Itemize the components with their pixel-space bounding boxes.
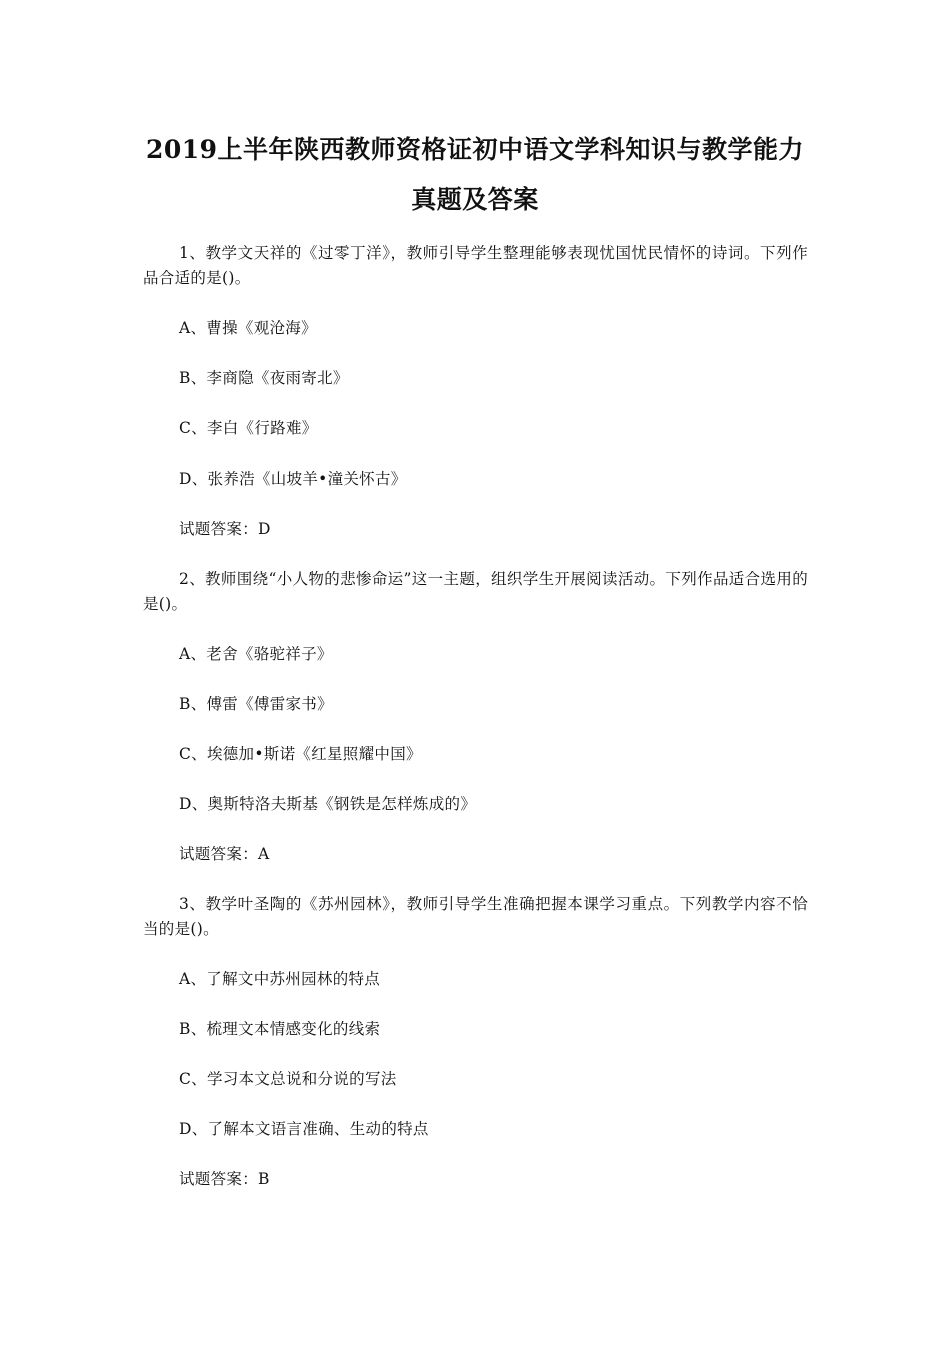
question-2-option-a: A、老舍《骆驼祥子》: [179, 645, 333, 663]
document-title-line-1: 2019上半年陕西教师资格证初中语文学科知识与教学能力: [145, 135, 805, 164]
question-2-answer: 试题答案：A: [179, 845, 270, 863]
question-3-answer: 试题答案：B: [179, 1170, 270, 1188]
question-3-option-c: C、学习本文总说和分说的写法: [179, 1070, 397, 1088]
question-1-option-b: B、李商隐《夜雨寄北》: [179, 369, 349, 387]
question-1-option-d: D、张养浩《山坡羊•潼关怀古》: [179, 470, 407, 488]
question-1-stem: 1、教学文天祥的《过零丁洋》，教师引导学生整理能够表现忧国忧民情怀的诗词。下列作品合适的是()。: [143, 244, 808, 287]
question-3-option-a: A、了解文中苏州园林的特点: [179, 970, 381, 988]
question-3-option-d: D、了解本文语言准确、生动的特点: [179, 1120, 429, 1138]
question-1-option-c: C、李白《行路难》: [179, 419, 318, 437]
question-1-option-a: A、曹操《观沧海》: [179, 319, 317, 337]
question-3-option-b: B、梳理文本情感变化的线索: [179, 1020, 381, 1038]
question-2-option-c: C、埃德加•斯诺《红星照耀中国》: [179, 745, 422, 763]
document-title-line-2: 真题及答案: [411, 185, 539, 214]
question-2-option-d: D、奥斯特洛夫斯基《钢铁是怎样炼成的》: [179, 795, 477, 813]
question-3-stem: 3、教学叶圣陶的《苏州园林》，教师引导学生准确把握本课学习重点。下列教学内容不恰当的是()。: [143, 895, 808, 938]
question-2-stem: 2、教师围绕“小人物的悲惨命运”这一主题，组织学生开展阅读活动。下列作品适合选用的是()。: [143, 570, 808, 613]
question-2-option-b: B、傅雷《傅雷家书》: [179, 695, 333, 713]
question-1-answer: 试题答案：D: [179, 520, 271, 538]
